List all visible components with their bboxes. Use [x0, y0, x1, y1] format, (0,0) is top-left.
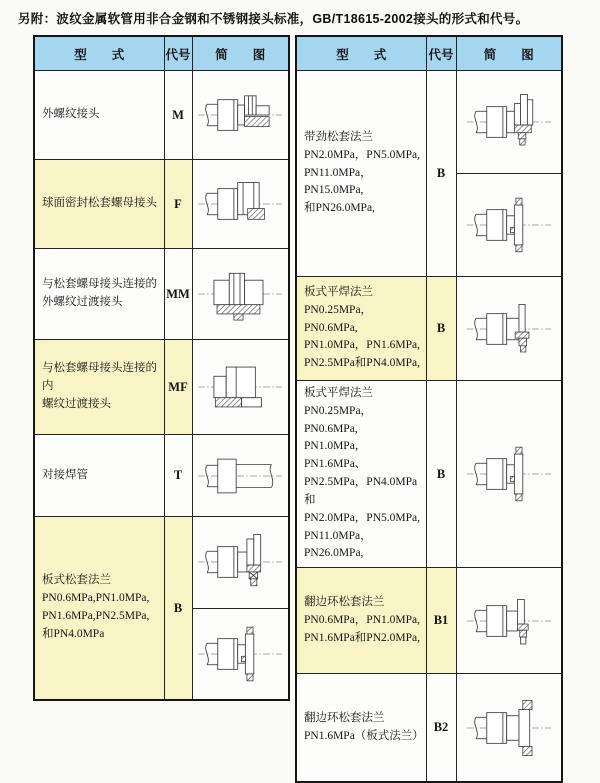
page-title: 另附：波纹金属软管用非合金钢和不锈钢接头标准，GB/T18615-2002接头的形式和代号。 [18, 12, 529, 26]
diagram-cell [192, 71, 289, 160]
code-cell: MF [164, 340, 192, 435]
code-cell: B [426, 381, 456, 568]
code-cell: B2 [426, 674, 456, 783]
type-line: PN1.0MPa，PN1.6MPa、 [304, 440, 367, 471]
diagram-stack [457, 568, 562, 673]
type-line: 球面密封松套螺母接头 [42, 197, 157, 210]
type-line: PN2.5MPa和PN4.0MPa, [304, 357, 420, 370]
diagram-stack [193, 435, 289, 516]
diagram-wrapper [457, 71, 562, 173]
fitting-diagram-plate-loose-flange [194, 527, 286, 597]
diagram-cell [456, 277, 562, 381]
type-cell [34, 249, 164, 340]
col-header-type: 型 式 [296, 36, 426, 71]
diagram-wrapper [193, 517, 289, 608]
code-cell: B [426, 71, 456, 277]
diagram-cell [192, 249, 289, 340]
type-line: 螺纹过渡接头 [42, 397, 111, 410]
diagram-stack [193, 517, 289, 699]
diagram-wrapper [193, 608, 289, 700]
type-line: PN11.0MPa，PN26.0MPa, [304, 529, 372, 560]
diagram-cell [456, 381, 562, 568]
table-row [34, 340, 289, 435]
type-line: 板式平焊法兰 [304, 387, 373, 399]
diagram-wrapper [457, 568, 562, 673]
table-row [34, 71, 289, 160]
type-line: PN2.0MPa，PN5.0MPa, [304, 511, 420, 524]
code-cell: F [164, 160, 192, 249]
table-row [34, 435, 289, 517]
fitting-diagram-loose-nut-fitting [194, 169, 286, 239]
diagram-stack [457, 71, 562, 276]
type-line: 翻边环松套法兰 [304, 711, 385, 724]
type-line: PN0.6MPa，PN1.0MPa, [304, 613, 420, 626]
fitting-diagram-female-nipple [194, 352, 286, 422]
fitting-diagram-male-nipple [194, 259, 286, 329]
fitting-diagram-bolted-flange [463, 190, 555, 260]
fitting-table-right [295, 35, 563, 783]
diagram-cell [192, 435, 289, 517]
col-header-type: 型 式 [34, 36, 164, 71]
type-line: 带劲松套法兰 [304, 130, 373, 143]
type-line: PN0.25MPa，PN0.6MPa, [304, 404, 373, 435]
code-cell: B [164, 517, 192, 701]
diagram-wrapper [193, 71, 289, 159]
type-cell [296, 568, 426, 674]
col-header-code: 代号 [426, 36, 456, 71]
type-line: 与松套螺母接头连接的 [42, 278, 157, 291]
type-line: 板式松套法兰 [42, 574, 111, 587]
table-row [34, 249, 289, 340]
type-line: PN2.0MPa，PN5.0MPa, [304, 148, 420, 161]
diagram-cell [456, 674, 562, 783]
diagram-stack [193, 249, 289, 339]
type-line: 翻边环松套法兰 [304, 595, 385, 608]
table-row [296, 277, 562, 381]
type-line: 对接焊管 [42, 468, 88, 481]
type-line: PN1.0MPa，PN1.6MPa, [304, 339, 420, 352]
col-header-diagram: 简 图 [192, 36, 289, 71]
type-cell [34, 71, 164, 160]
type-cell [34, 517, 164, 701]
type-cell [296, 277, 426, 381]
fitting-diagram-neck-loose-flange [463, 87, 555, 157]
type-cell [296, 674, 426, 783]
diagram-stack [457, 422, 562, 527]
type-cell [34, 340, 164, 435]
diagram-stack [457, 674, 562, 781]
table-row [296, 674, 562, 783]
table-row [296, 381, 562, 568]
table-row [296, 568, 562, 674]
table-row [296, 71, 562, 277]
diagram-cell [456, 71, 562, 277]
diagram-stack [193, 160, 289, 248]
type-cell [34, 435, 164, 517]
diagram-wrapper [457, 422, 562, 527]
fitting-diagram-bolted-flange [194, 619, 286, 689]
type-cell [296, 71, 426, 277]
type-line: 外螺纹接头 [42, 108, 100, 121]
diagram-stack [457, 277, 562, 380]
code-cell: B1 [426, 568, 456, 674]
type-line: PN11.0MPa，PN15.0MPa, [304, 166, 372, 197]
diagram-wrapper [193, 340, 289, 434]
diagram-wrapper [457, 674, 562, 781]
fitting-table-right-grid [295, 35, 563, 783]
fitting-diagram-compact-flange [463, 693, 555, 763]
type-line: PN1.6MPa,PN2.5MPa, [42, 610, 150, 622]
diagram-wrapper [457, 277, 562, 380]
type-cell [34, 160, 164, 249]
diagram-wrapper [193, 160, 289, 248]
fitting-diagram-bolted-flange [463, 439, 555, 509]
fitting-table-left [33, 35, 290, 783]
type-line: 板式平焊法兰 [304, 285, 373, 298]
diagram-wrapper [193, 249, 289, 339]
type-line: 与松套螺母接头连接的内 [42, 362, 157, 393]
fitting-diagram-flare-ring-flange [463, 586, 555, 656]
type-line: PN2.5MPa，PN4.0MPa和 [304, 476, 418, 506]
code-cell: MM [164, 249, 192, 340]
diagram-stack [193, 340, 289, 434]
diagram-cell [456, 568, 562, 674]
diagram-wrapper [457, 173, 562, 276]
type-line: PN1.6MPa（板式法兰） [304, 729, 424, 742]
type-cell [296, 381, 426, 568]
code-cell: T [164, 435, 192, 517]
col-header-code: 代号 [164, 36, 192, 71]
fitting-table-left-grid [33, 35, 290, 701]
diagram-cell [192, 160, 289, 249]
type-line: PN1.6MPa和PN2.0MPa, [304, 631, 420, 644]
fitting-diagram-plate-weld-flange [463, 294, 555, 364]
table-row [34, 517, 289, 701]
diagram-cell [192, 517, 289, 701]
col-header-diagram: 简 图 [456, 36, 562, 71]
code-cell: B [426, 277, 456, 381]
type-line: 外螺纹过渡接头 [42, 296, 123, 308]
diagram-stack [193, 71, 289, 159]
type-line: PN0.6MPa,PN1.0MPa, [42, 592, 150, 605]
fitting-diagram-male-thread-fitting [194, 80, 286, 150]
fitting-tables [33, 35, 563, 783]
table-row [34, 160, 289, 249]
diagram-cell [192, 340, 289, 435]
type-line: 和PN26.0MPa, [304, 202, 375, 215]
diagram-wrapper [193, 435, 289, 516]
code-cell: M [164, 71, 192, 160]
fitting-diagram-butt-weld-pipe [194, 441, 286, 511]
type-line: PN0.25MPa，PN0.6MPa, [304, 303, 373, 334]
type-line: 和PN4.0MPa [42, 627, 105, 640]
